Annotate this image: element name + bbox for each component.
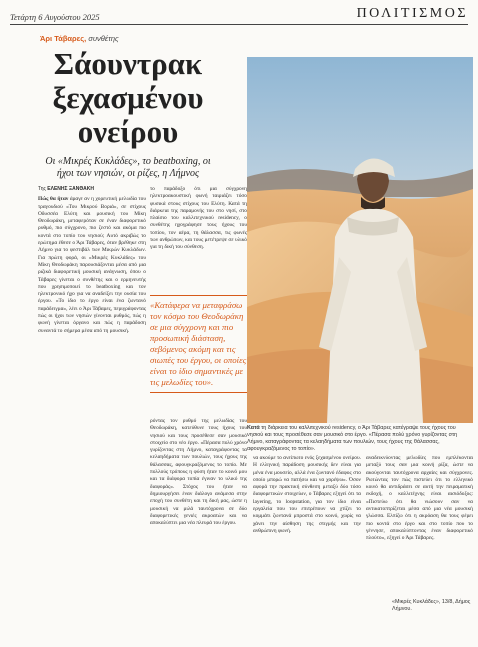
article-kicker xyxy=(40,34,119,43)
headline-line-2: ξεχασμένου xyxy=(52,80,204,115)
headline-line-3: ονείρου xyxy=(77,114,179,149)
lead-in: Πώς θα ήταν xyxy=(38,196,69,203)
event-info: «Μικρές Κυκλάδες», 13/8, Δήμος Λήμνου. xyxy=(392,599,471,612)
section-title: ΠΟΛΙΤΙΣΜΟΣ xyxy=(356,6,468,21)
body-text-2: το παράδοξο ότι μια σύγχρονη ηλεκτροακουστική φωνή ταιριάζει τόσο φυσικά στους στίχους του Ελύτη. Κατά τη διάρκεια της παραμονής του στο νησί, στο πλαίσιο του καλλιτεχνικού residency, ο συνθέτης ηχογράφησε τους ήχους του τοπίου, τον αέρα, τη θάλασσα, τις φωνές των ανθρώπων, και τους μετέτρεψε σε υλικό για τη δική του σύνθεση. xyxy=(150,186,247,251)
body-text-1: άραγε αν η χορευτική μελωδία του τραγουδιού «Του Μικρού Βοριά», σε στίχους Οδυσσέα Ελύτη και μουσική του Μίκη Θεοδωράκη, μεταφερόταν σε έναν διαφορετικό ρυθμό, πιο σύγχρονο, πιο ζεστό και ακόμα πιο κοντά στο τοπίο του νησιού; Αυτό ακριβώς το ερώτημα έθεσε ο Άρι Τάβαρες, όταν βρέθηκε στη Λήμνο για το φεστιβάλ των Μικρών Κυκλάδων. Για πρώτη φορά, οι «Μικρές Κυκλάδες» του Μίκη Θεοδωράκη παρουσιάζονται μέσα από μια ριζικά διαφορετική μουσική ανάγνωση, όπου ο Τάβαρες γίνεται ο συνθέτης και ο ερμηνευτής που χρησιμοποιεί το beatboxing και τον ηλεκτρονικό ήχο για να αναδείξει την ουσία του έργου. «Το ίδιο το έργο είναι ένα ζωντανό παράδειγμα», λέει ο Άρι Τάβαρες, περιγράφοντας πώς οι ήχοι των νησιών γίνονται ρυθμός, πώς η φωνή γίνεται όργανο και πώς η παράδοση συναντά το σήμερα μέσα από τη μουσική. xyxy=(38,196,146,334)
desert-portrait-image xyxy=(247,57,473,423)
headline-line-1: Σάουντρακ xyxy=(53,46,203,81)
byline-author: ΕΛΕΝΗΣ ΞΑΝΘΑΚΗ xyxy=(47,186,94,192)
caption-lead: Κατά xyxy=(247,425,260,431)
caption-text: τη διάρκεια του καλλιτεχνικού residency, ο Άρι Τάβαρες κατέγραψε τους ήχους του νησιού και τους προσέθεσε σαν μουσικό στο έργο. «Πέρασα πολύ χρόνο γυρίζοντας στη Λήμνο, καταγράφοντας τα κελαηδήματα των πουλιών, τους ήχους της θάλασσας, αφουγκραζόμενος το τοπίο». xyxy=(247,425,458,452)
issue-date: Τετάρτη 6 Αυγούστου 2025 xyxy=(10,12,100,22)
pull-quote: «Κατάφερα να μεταφράσω τον κόσμο του Θεοδωράκη σε μια σύγχρονη και πιο προσωπική διάσταση, σεβόμενος ακόμη και τις σιωπές του έργου, οι οποίες είναι το ίδιο σημαντικές με τις μελωδίες του». xyxy=(150,295,247,393)
body-paragraph-1 xyxy=(38,196,146,335)
article-subhead: Οι «Μικρές Κυκλάδες», το beatboxing, οι ήχοι των νησιών, οι ρίζες, η Λήμνος xyxy=(45,156,211,179)
kicker-name: Άρι Τάβαρες, xyxy=(40,34,87,43)
header-rule xyxy=(10,24,468,25)
column-4 xyxy=(366,455,473,596)
photo-caption xyxy=(247,425,473,453)
column-3 xyxy=(253,455,361,642)
column-2-top xyxy=(150,186,247,292)
kicker-role: συνθέτης xyxy=(88,34,119,43)
body-text-4: να ακούμε το ανείπωτο ενός ξεχασμένου ονείρου. Η ελληνική παράδοση μουσικής δεν είναι για μένα ένα μουσείο, αλλά ένα ζωντανό έδαφος στο οποίο μπορώ να πατήσω και να χορέψω». Όσον αφορά την πρακτική σύνθεση μεταξύ δύο τόσο διαφορετικών στοιχείων, ο Τάβαρες εξηγεί ότι τα layering, το loopstation, για τον ίδιο είναι εργαλεία που του επιτρέπουν να χτίζει το κομμάτι ζωντανά μπροστά στο κοινό, χωρίς να χάνει την αίσθηση της στιγμής και την ανθρώπινη φωνή. xyxy=(253,455,361,534)
byline xyxy=(38,186,146,193)
column-1 xyxy=(38,186,146,642)
article-photo xyxy=(247,57,473,423)
byline-prefix: Της xyxy=(38,186,46,192)
body-text-5: αναδεικνύοντας μελωδίες που εμπλέκονται μεταξύ τους σαν μια κοινή ρίζα, ώστε να ακούγονται ταυτόχρονα αρχαίες και σύγχρονες. Ρωτώντας τον πώς πιστεύει ότι το ελληνικό κοινό θα αντιδράσει σε αυτή την πειραματική εκδοχή, ο καλλιτέχνης είναι αισιόδοξος: «Πιστεύω ότι θα νιώσουν σαν να αντικατοπτρίζεται μέσα από μια νέα μουσική γλώσσα. Ελπίζω ότι η ακρόαση θα τους φέρει πιο κοντά στο έργο και στο τοπίο που το γέννησε, αποκαλύπτοντας έναν διαφορετικό πλούτο», εξηγεί ο Άρι Τάβαρες. xyxy=(366,455,473,542)
body-text-3: ρόντας τον ρυθμό της μελωδίας του Θεοδωράκη, κατεύθυνε τους ήχους του νησιού και τους προσέθεσε σαν μουσικό στοιχείο στο νέο έργο. «Πέρασα πολύ χρόνο γυρίζοντας στη Λήμνο, καταγράφοντας τα κελαηδήματα των πουλιών, τους ήχους της θάλασσας, αφουγκραζόμενος το τοπίο. Με πολλούς τρόπους η φύση ήταν το κοινό μου και τα διάφορα τοπία έγιναν το υλικό της διαφοράς». Στόχος του ήταν να δημιουργήσει έναν διάλογο ανάμεσα στην εποχή του συνθέτη και τη δική μας, ώστε η μουσική να μιλά ταυτόχρονα σε δύο διαφορετικές γενιές ακροατών και να αποκαλύπτει μια νέα πλευρά του έργου. xyxy=(150,418,247,527)
top-bar xyxy=(10,6,468,22)
article-headline xyxy=(38,47,218,149)
column-2-bottom xyxy=(150,418,247,642)
